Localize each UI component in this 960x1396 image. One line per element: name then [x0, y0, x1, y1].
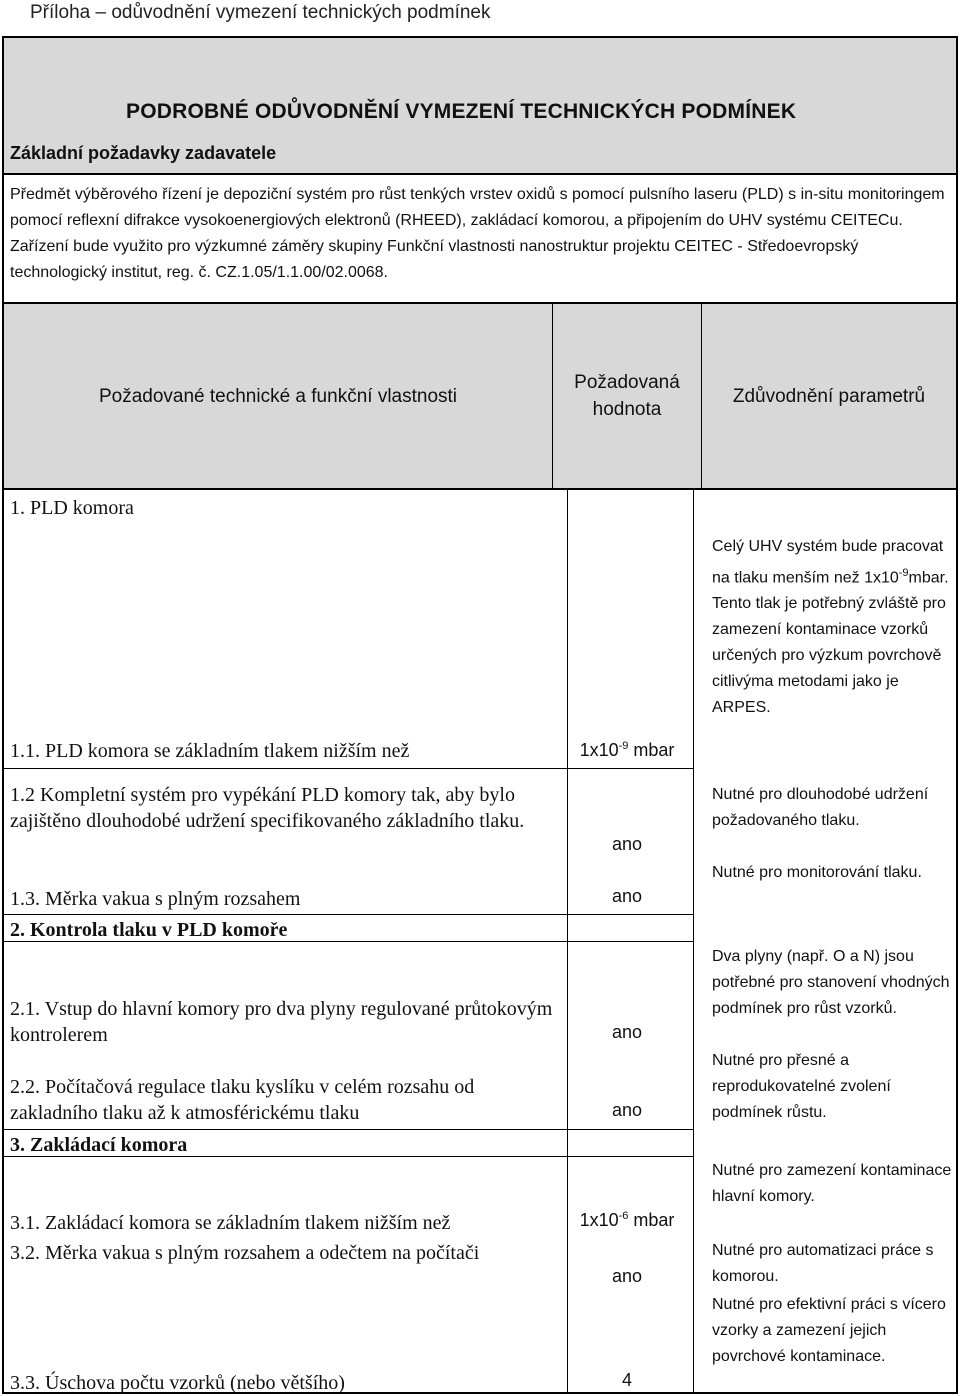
intro-paragraph: Předmět výběrového řízení je depoziční systém pro růst tenkých vrstev oxidů s pomocí pulsního laseru (PLD) s in-situ monitoringem pomocí reflexní difrakce vysokoenergiových elektronů (RHEED), zakládací komorou, a připojením do UHV systému CEITECu. Zařízení bude využito pro výzkumné záměry skupiny Funkční vlastnosti nanostruktur projektu CEITEC - Středoevropský technologický institut, reg. č. CZ.1.05/1.1.00/02.0068.	[10, 186, 945, 281]
requirement-text: 2.2. Počítačová regulace tlaku kyslíku v celém rozsahu od zakladního tlaku až k atmosférickému tlaku	[10, 1076, 475, 1124]
required-value: $1x10^{-9}$ mbar	[579, 740, 675, 760]
column-header-properties: Požadované technické a funkční vlastnosti	[4, 304, 552, 488]
required-value: ano	[611, 1022, 643, 1042]
section-heading: 1. PLD komora	[10, 497, 134, 519]
requirement-text: 3.3. Úschova počtu vzorků (nebo většího)	[10, 1372, 345, 1394]
requirement-text: 1.1. PLD komora se základním tlakem nižším než	[10, 740, 410, 762]
justification-text: Nutné pro efektivní práci s vícero vzorky a zamezení jejich povrchové kontaminace.	[712, 1296, 946, 1365]
header-divider	[701, 304, 702, 488]
justification-text: Nutné pro zamezení kontaminace hlavní komory.	[712, 1162, 952, 1205]
value-column-right-border	[693, 490, 694, 1394]
requirement-text: 2.1. Vstup do hlavní komory pro dva plyny regulované průtokovým kontrolerem	[10, 998, 553, 1046]
page-caption: Příloha – odůvodnění vymezení technických podmínek	[30, 2, 491, 23]
requirement-text: 3.2. Měrka vakua s plným rozsahem a odečtem na počítači	[10, 1242, 480, 1264]
requirement-text: 3.1. Zakládací komora se základním tlakem nižším než	[10, 1212, 451, 1234]
value-column-left-border	[567, 490, 568, 1394]
document-subtitle: Základní požadavky zadavatele	[10, 143, 277, 163]
justification-text: Celý UHV systém bude pracovat na tlaku menším než $1x10^{-9}mbar$. Tento tlak je potřebný zvláště pro zamezení kontaminace vzorků určených pro výzkum povrchově citlivýma metodami jako je ARPES.	[712, 538, 949, 717]
section-heading: 2. Kontrola tlaku v PLD komoře	[10, 919, 288, 941]
justification-text: Dva plyny (např. O a N) jsou potřebné pro stanovení vhodných podmínek pro růst vzorků.	[712, 948, 950, 1017]
column-header-justification: Zdůvodnění parametrů	[702, 304, 956, 488]
row-divider	[4, 1129, 693, 1130]
section-heading: 3. Zakládací komora	[10, 1134, 188, 1156]
header-separator	[4, 488, 956, 490]
row-divider	[4, 768, 693, 769]
requirement-text: 1.3. Měrka vakua s plným rozsahem	[10, 888, 301, 910]
document-title: PODROBNÉ ODŮVODNĚNÍ VYMEZENÍ TECHNICKÝCH PODMÍNEK	[126, 100, 797, 123]
column-header-value: Požadovaná hodnota	[553, 304, 701, 488]
required-value: $1x10^{-6}$ mbar	[579, 1210, 675, 1230]
justification-text: Nutné pro monitorování tlaku.	[712, 864, 922, 881]
header-divider	[552, 304, 553, 488]
required-value: 4	[621, 1370, 632, 1390]
required-value: ano	[611, 886, 643, 906]
required-value: ano	[611, 1100, 643, 1120]
row-divider	[4, 914, 693, 915]
required-value: ano	[611, 834, 643, 854]
justification-text: Nutné pro dlouhodobé udržení požadovaného tlaku.	[712, 786, 929, 829]
justification-text: Nutné pro přesné a reprodukovatelné zvolení podmínek růstu.	[712, 1052, 891, 1121]
requirement-text: 1.2 Kompletní systém pro vypékání PLD komory tak, aby bylo zajištěno dlouhodobé udržení specifikovaného základního tlaku.	[10, 784, 525, 832]
justification-text: Nutné pro automatizaci práce s komorou.	[712, 1242, 934, 1285]
required-value: ano	[611, 1266, 643, 1286]
